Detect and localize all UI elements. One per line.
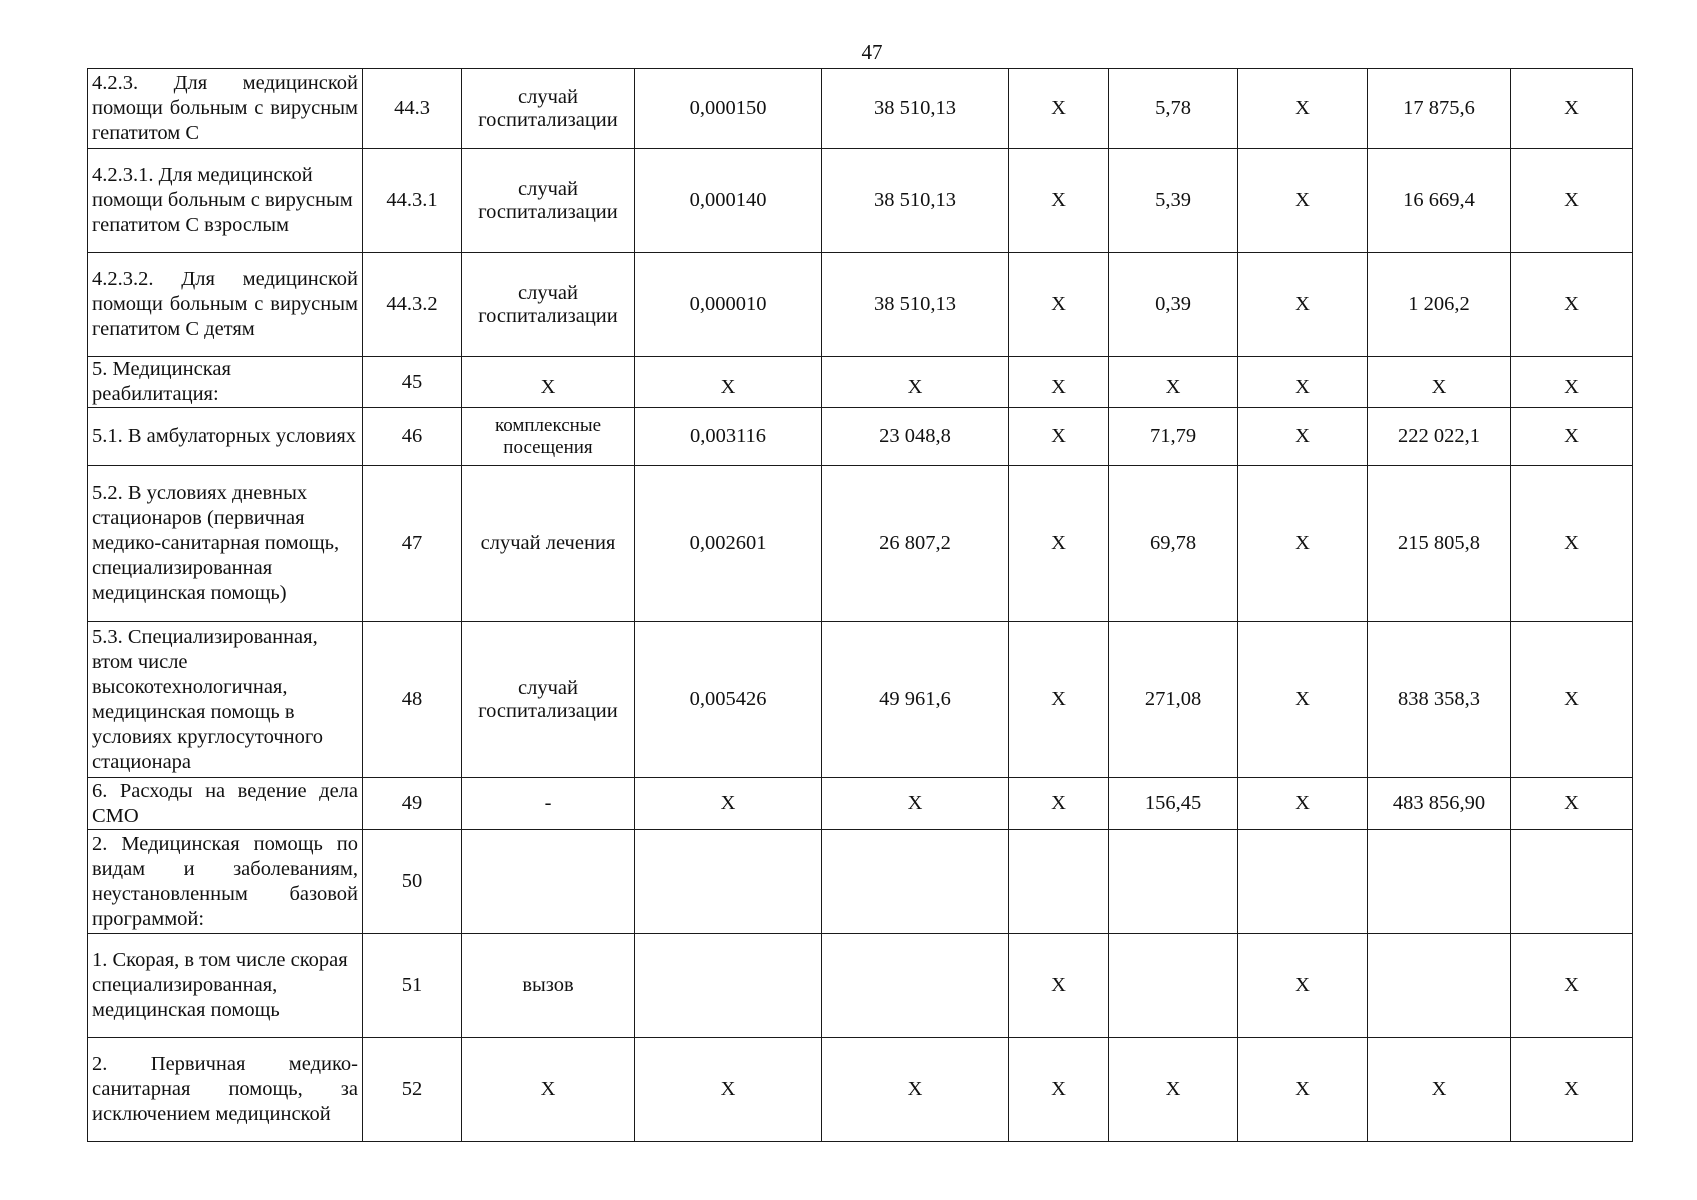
value-cell [1238, 830, 1368, 934]
row-name-cell: 5.2. В условиях дневных стационаров (первичная медико-санитарная помощь, специализированная медицинская помощь) [88, 466, 363, 622]
table-row [88, 69, 1633, 149]
value-cell: 838 358,3 [1368, 622, 1511, 778]
value-cell: X [1511, 149, 1633, 253]
row-code-cell: 47 [363, 466, 462, 622]
value-cell: 1 206,2 [1368, 253, 1511, 357]
unit-cell: X [462, 1038, 635, 1142]
value-cell: X [1109, 1038, 1238, 1142]
value-cell: X [1009, 69, 1109, 149]
value-cell: 0,39 [1109, 253, 1238, 357]
table-row [88, 830, 1633, 934]
value-cell: X [822, 1038, 1009, 1142]
value-cell: 215 805,8 [1368, 466, 1511, 622]
value-cell: X [1009, 253, 1109, 357]
value-cell: 0,002601 [635, 466, 822, 622]
table-row [88, 1038, 1633, 1142]
row-code-cell: 48 [363, 622, 462, 778]
row-name-cell: 2. Медицинская помощь по видам и заболеваниям, неустановленным базовой программой: [88, 830, 363, 934]
value-cell: X [1511, 1038, 1633, 1142]
value-cell: X [1009, 778, 1109, 830]
value-cell: X [1238, 149, 1368, 253]
value-cell: 0,000010 [635, 253, 822, 357]
row-code-cell: 44.3.1 [363, 149, 462, 253]
value-cell: X [1238, 622, 1368, 778]
value-cell: 38 510,13 [822, 253, 1009, 357]
value-cell: X [1238, 778, 1368, 830]
row-name-cell: 2. Первичная медико-санитарная помощь, за исключением медицинской [88, 1038, 363, 1142]
row-code-cell: 52 [363, 1038, 462, 1142]
value-cell: X [1009, 466, 1109, 622]
value-cell: X [1238, 466, 1368, 622]
value-cell: X [1511, 357, 1633, 408]
value-cell: 483 856,90 [1368, 778, 1511, 830]
value-cell: 222 022,1 [1368, 408, 1511, 466]
row-code-cell: 46 [363, 408, 462, 466]
value-cell: X [1009, 1038, 1109, 1142]
table-row [88, 622, 1633, 778]
row-name-cell: 5. Медицинская реабилитация: [88, 357, 363, 408]
value-cell: X [1511, 622, 1633, 778]
value-cell: X [1511, 934, 1633, 1038]
value-cell: X [635, 778, 822, 830]
value-cell: X [1009, 934, 1109, 1038]
value-cell: X [1009, 149, 1109, 253]
value-cell: X [635, 1038, 822, 1142]
row-name-cell: 1. Скорая, в том числе скорая специализированная, медицинская помощь [88, 934, 363, 1038]
value-cell: X [1238, 408, 1368, 466]
value-cell: 156,45 [1109, 778, 1238, 830]
value-cell: X [635, 357, 822, 408]
value-cell: 5,39 [1109, 149, 1238, 253]
row-name-cell: 5.3. Специализированная, втом числе высокотехнологичная, медицинская помощь в условиях круглосуточного стационара [88, 622, 363, 778]
table-row [88, 778, 1633, 830]
value-cell: 271,08 [1109, 622, 1238, 778]
unit-cell: вызов [462, 934, 635, 1038]
norms-table [87, 68, 1633, 1142]
table-row [88, 357, 1633, 408]
page-number: 47 [861, 40, 883, 64]
value-cell [822, 934, 1009, 1038]
unit-cell: случай госпитализации [462, 253, 635, 357]
value-cell: 26 807,2 [822, 466, 1009, 622]
value-cell: 69,78 [1109, 466, 1238, 622]
row-name-cell: 4.2.3.2. Для медицинской помощи больным с вирусным гепатитом С детям [88, 253, 363, 357]
value-cell [822, 830, 1009, 934]
unit-cell: X [462, 357, 635, 408]
value-cell [1109, 830, 1238, 934]
value-cell: X [1511, 253, 1633, 357]
value-cell: X [1238, 253, 1368, 357]
value-cell: X [1009, 408, 1109, 466]
table-row [88, 408, 1633, 466]
value-cell: 49 961,6 [822, 622, 1009, 778]
value-cell [1368, 934, 1511, 1038]
row-code-cell: 50 [363, 830, 462, 934]
value-cell: X [1238, 69, 1368, 149]
value-cell: X [1109, 357, 1238, 408]
unit-cell: - [462, 778, 635, 830]
value-cell: X [822, 778, 1009, 830]
value-cell: X [1009, 622, 1109, 778]
value-cell [1368, 830, 1511, 934]
value-cell: 71,79 [1109, 408, 1238, 466]
value-cell [1009, 830, 1109, 934]
table-row [88, 253, 1633, 357]
row-code-cell: 49 [363, 778, 462, 830]
row-code-cell: 44.3.2 [363, 253, 462, 357]
unit-cell [462, 830, 635, 934]
value-cell: 17 875,6 [1368, 69, 1511, 149]
value-cell: X [1238, 934, 1368, 1038]
value-cell: X [1238, 357, 1368, 408]
row-code-cell: 45 [363, 357, 462, 408]
unit-cell: случай госпитализации [462, 622, 635, 778]
value-cell [1109, 934, 1238, 1038]
value-cell [635, 830, 822, 934]
table-row [88, 149, 1633, 253]
value-cell [1511, 830, 1633, 934]
row-code-cell: 44.3 [363, 69, 462, 149]
value-cell [635, 934, 822, 1038]
value-cell: X [1511, 69, 1633, 149]
value-cell: 16 669,4 [1368, 149, 1511, 253]
value-cell: 23 048,8 [822, 408, 1009, 466]
value-cell: X [1511, 408, 1633, 466]
value-cell: 5,78 [1109, 69, 1238, 149]
unit-cell: комплексные посещения [462, 408, 635, 466]
row-name-cell: 6. Расходы на ведение дела СМО [88, 778, 363, 830]
value-cell: X [1368, 357, 1511, 408]
row-name-cell: 4.2.3.1. Для медицинской помощи больным с вирусным гепатитом С взрослым [88, 149, 363, 253]
unit-cell: случай лечения [462, 466, 635, 622]
row-code-cell: 51 [363, 934, 462, 1038]
unit-cell: случай госпитализации [462, 149, 635, 253]
value-cell: 0,003116 [635, 408, 822, 466]
value-cell: X [1238, 1038, 1368, 1142]
row-name-cell: 4.2.3. Для медицинской помощи больным с вирусным гепатитом С [88, 69, 363, 149]
value-cell: X [1511, 466, 1633, 622]
unit-cell: случай госпитализации [462, 69, 635, 149]
value-cell: X [1511, 778, 1633, 830]
value-cell: X [1368, 1038, 1511, 1142]
value-cell: X [822, 357, 1009, 408]
value-cell: 0,000150 [635, 69, 822, 149]
table-row [88, 466, 1633, 622]
table-row [88, 934, 1633, 1038]
row-name-cell: 5.1. В амбулаторных условиях [88, 408, 363, 466]
value-cell: 38 510,13 [822, 149, 1009, 253]
value-cell: 0,005426 [635, 622, 822, 778]
value-cell: X [1009, 357, 1109, 408]
value-cell: 38 510,13 [822, 69, 1009, 149]
value-cell: 0,000140 [635, 149, 822, 253]
